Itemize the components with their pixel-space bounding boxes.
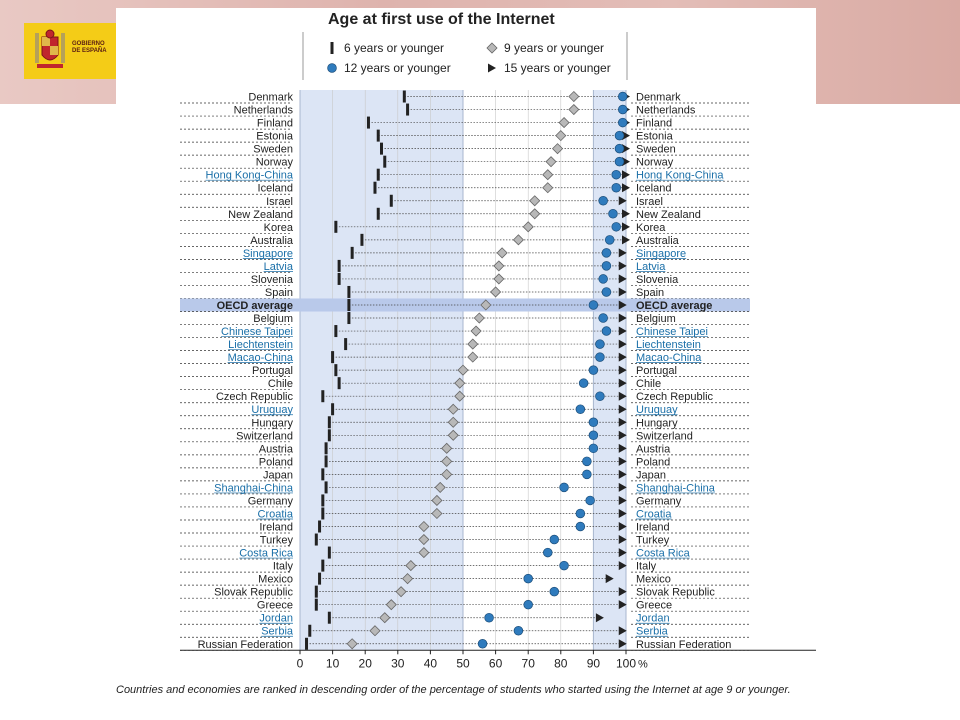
point-6-years-or-younger xyxy=(377,130,380,142)
country-label-left: Slovak Republic xyxy=(214,586,293,599)
row-netherlands xyxy=(180,104,750,117)
country-label-left: OECD average xyxy=(216,299,293,312)
point-6-years-or-younger xyxy=(328,612,331,624)
point-9-years-or-younger xyxy=(497,248,507,258)
country-label-left: Chile xyxy=(267,378,293,391)
logo-line1: GOBIERNO xyxy=(72,41,105,47)
row-russian-federation xyxy=(180,638,750,651)
country-label-right: Austria xyxy=(636,443,671,456)
legend-marker-15-years-or-younger xyxy=(488,64,496,73)
country-label-right: Korea xyxy=(636,221,666,234)
legend-label-12-years-or-younger: 12 years or younger xyxy=(344,61,451,75)
country-label-right: Turkey xyxy=(636,534,670,547)
point-12-years-or-younger xyxy=(618,92,627,101)
x-tick-label-80: 80 xyxy=(554,656,568,671)
point-12-years-or-younger xyxy=(543,548,552,557)
chart-title: Age at first use of the Internet xyxy=(328,11,555,28)
row-israel xyxy=(180,195,750,208)
point-12-years-or-younger xyxy=(599,275,608,284)
row-spain xyxy=(180,286,750,299)
row-korea xyxy=(180,221,750,234)
country-label-left: Turkey xyxy=(259,534,293,547)
row-estonia xyxy=(180,130,750,143)
chart-rows xyxy=(180,91,750,651)
row-sweden xyxy=(180,143,750,156)
country-label-right: Slovak Republic xyxy=(636,586,715,599)
legend-marker-6-years-or-younger xyxy=(331,42,334,54)
country-label-right: Hong Kong-China xyxy=(636,169,724,182)
point-9-years-or-younger xyxy=(543,170,553,180)
point-6-years-or-younger xyxy=(315,599,318,611)
country-label-left: Japan xyxy=(263,469,293,482)
row-hong-kong-china xyxy=(180,169,750,182)
chart-legend xyxy=(328,41,611,75)
country-label-left: Macao-China xyxy=(227,352,293,365)
point-6-years-or-younger xyxy=(334,221,337,233)
point-6-years-or-younger xyxy=(331,403,334,415)
point-6-years-or-younger xyxy=(347,299,350,311)
point-12-years-or-younger xyxy=(485,613,494,622)
point-12-years-or-younger xyxy=(602,248,611,257)
country-label-left: Belgium xyxy=(253,313,293,326)
x-tick-label-100: 100 xyxy=(615,656,637,671)
country-label-left: Austria xyxy=(258,443,293,456)
point-12-years-or-younger xyxy=(618,105,627,114)
country-label-left: Netherlands xyxy=(233,104,293,117)
x-unit-label: % xyxy=(638,658,648,671)
point-6-years-or-younger xyxy=(328,547,331,559)
row-croatia xyxy=(180,507,750,520)
point-6-years-or-younger xyxy=(367,117,370,129)
point-6-years-or-younger xyxy=(315,586,318,598)
point-12-years-or-younger xyxy=(576,522,585,531)
country-label-left: Germany xyxy=(247,495,293,508)
internet-age-chart xyxy=(116,8,816,680)
x-tick-label-90: 90 xyxy=(586,656,601,671)
country-label-right: Iceland xyxy=(636,182,672,195)
country-label-left: Liechtenstein xyxy=(228,339,293,352)
point-6-years-or-younger xyxy=(321,507,324,519)
country-label-left: Spain xyxy=(264,286,293,299)
country-label-right: Latvia xyxy=(636,260,666,273)
row-shanghai-china xyxy=(180,481,750,494)
point-12-years-or-younger xyxy=(596,392,605,401)
country-label-right: Croatia xyxy=(636,508,672,521)
country-label-left: Australia xyxy=(250,234,293,247)
point-12-years-or-younger xyxy=(602,288,611,297)
point-6-years-or-younger xyxy=(390,195,393,207)
country-label-left: Uruguay xyxy=(251,404,293,417)
point-9-years-or-younger xyxy=(523,222,533,232)
row-greece xyxy=(180,599,750,612)
country-label-left: Iceland xyxy=(257,182,293,195)
point-12-years-or-younger xyxy=(596,340,605,349)
x-tick-label-40: 40 xyxy=(423,656,438,671)
country-label-left: Portugal xyxy=(252,365,293,378)
point-6-years-or-younger xyxy=(347,312,350,324)
point-12-years-or-younger xyxy=(560,561,569,570)
country-label-right: Greece xyxy=(636,599,673,612)
country-label-left: Israel xyxy=(266,195,293,208)
legend-marker-9-years-or-younger xyxy=(487,43,497,53)
legend-marker-12-years-or-younger xyxy=(328,64,337,73)
point-12-years-or-younger xyxy=(589,301,598,310)
country-label-right: Chile xyxy=(636,378,662,391)
row-iceland xyxy=(180,182,750,195)
point-12-years-or-younger xyxy=(582,457,591,466)
country-label-right: Sweden xyxy=(636,143,676,156)
point-12-years-or-younger xyxy=(524,600,533,609)
point-6-years-or-younger xyxy=(360,234,363,246)
country-label-left: New Zealand xyxy=(228,208,293,221)
point-9-years-or-younger xyxy=(468,352,478,362)
row-portugal xyxy=(180,364,750,377)
country-label-left: Hong Kong-China xyxy=(205,169,293,182)
row-switzerland xyxy=(180,429,750,442)
country-label-left: Italy xyxy=(272,560,293,573)
legend-label-15-years-or-younger: 15 years or younger xyxy=(504,61,611,75)
country-label-left: Singapore xyxy=(242,247,293,260)
point-6-years-or-younger xyxy=(325,481,328,493)
point-12-years-or-younger xyxy=(599,314,608,323)
country-label-left: Russian Federation xyxy=(197,638,293,651)
point-9-years-or-younger xyxy=(569,92,579,102)
chart-panel xyxy=(116,8,816,720)
x-tick-label-60: 60 xyxy=(488,656,503,671)
country-label-right: Switzerland xyxy=(636,430,693,443)
point-6-years-or-younger xyxy=(377,208,380,220)
legend-label-6-years-or-younger: 6 years or younger xyxy=(344,41,445,55)
country-label-right: Liechtenstein xyxy=(636,339,701,352)
row-new-zealand xyxy=(180,208,750,221)
country-label-right: Italy xyxy=(636,560,657,573)
point-6-years-or-younger xyxy=(338,273,341,285)
point-6-years-or-younger xyxy=(325,455,328,467)
point-6-years-or-younger xyxy=(321,390,324,402)
point-6-years-or-younger xyxy=(315,534,318,546)
country-label-right: Chinese Taipei xyxy=(636,326,708,339)
country-label-left: Latvia xyxy=(263,260,293,273)
point-9-years-or-younger xyxy=(471,326,481,336)
point-12-years-or-younger xyxy=(514,626,523,635)
row-singapore xyxy=(180,247,750,260)
country-label-right: Spain xyxy=(636,286,665,299)
row-serbia xyxy=(180,625,750,638)
country-label-right: Czech Republic xyxy=(636,391,714,404)
row-slovenia xyxy=(180,273,750,286)
point-6-years-or-younger xyxy=(321,560,324,572)
country-label-left: Sweden xyxy=(253,143,293,156)
country-label-right: Costa Rica xyxy=(636,547,690,560)
row-australia xyxy=(180,234,750,247)
country-label-right: Germany xyxy=(636,495,682,508)
point-12-years-or-younger xyxy=(582,470,591,479)
point-6-years-or-younger xyxy=(334,364,337,376)
country-label-left: Czech Republic xyxy=(215,391,293,404)
row-liechtenstein xyxy=(180,338,750,351)
country-label-left: Hungary xyxy=(251,417,293,430)
country-label-right: OECD average xyxy=(636,299,713,312)
point-12-years-or-younger xyxy=(524,574,533,583)
country-label-left: Estonia xyxy=(256,130,293,143)
x-tick-label-70: 70 xyxy=(521,656,535,671)
row-ireland xyxy=(180,521,750,534)
country-label-right: Mexico xyxy=(636,573,671,586)
point-6-years-or-younger xyxy=(318,521,321,533)
point-12-years-or-younger xyxy=(602,327,611,336)
row-belgium xyxy=(180,312,750,325)
row-poland xyxy=(180,455,750,468)
point-12-years-or-younger xyxy=(612,183,621,192)
point-6-years-or-younger xyxy=(305,638,308,650)
point-12-years-or-younger xyxy=(615,131,624,140)
row-chinese-taipei xyxy=(180,325,750,338)
point-9-years-or-younger xyxy=(513,235,523,245)
government-logo xyxy=(24,23,116,79)
point-6-years-or-younger xyxy=(347,286,350,298)
point-6-years-or-younger xyxy=(338,260,341,272)
country-label-left: Korea xyxy=(263,221,293,234)
logo-line2: DE ESPAÑA xyxy=(72,48,107,54)
point-6-years-or-younger xyxy=(380,143,383,155)
point-9-years-or-younger xyxy=(530,196,540,206)
country-label-right: Netherlands xyxy=(636,104,696,117)
point-6-years-or-younger xyxy=(383,156,386,168)
point-12-years-or-younger xyxy=(589,444,598,453)
point-9-years-or-younger xyxy=(546,157,556,167)
row-jordan xyxy=(180,612,750,625)
country-label-left: Jordan xyxy=(259,612,293,625)
country-label-right: Macao-China xyxy=(636,352,702,365)
footnote: Countries and economies are ranked in descending order of the percentage of students who started using the Internet at age 9 or younger. xyxy=(116,684,791,696)
x-tick-label-30: 30 xyxy=(391,656,405,671)
point-12-years-or-younger xyxy=(589,418,598,427)
point-12-years-or-younger xyxy=(586,496,595,505)
point-12-years-or-younger xyxy=(589,431,598,440)
country-label-right: Hungary xyxy=(636,417,678,430)
country-label-left: Poland xyxy=(258,456,293,469)
country-label-right: Denmark xyxy=(636,91,681,104)
point-6-years-or-younger xyxy=(318,573,321,585)
country-label-right: Uruguay xyxy=(636,404,678,417)
country-label-right: Japan xyxy=(636,469,666,482)
point-6-years-or-younger xyxy=(331,351,334,363)
country-label-right: Norway xyxy=(636,156,674,169)
point-6-years-or-younger xyxy=(377,169,380,181)
country-label-right: Estonia xyxy=(636,130,673,143)
point-6-years-or-younger xyxy=(406,104,409,116)
x-tick-label-50: 50 xyxy=(456,656,470,671)
country-label-right: Jordan xyxy=(636,612,670,625)
country-label-right: Slovenia xyxy=(636,273,679,286)
row-costa-rica xyxy=(180,547,750,560)
point-12-years-or-younger xyxy=(612,170,621,179)
point-12-years-or-younger xyxy=(478,639,487,648)
country-label-right: Serbia xyxy=(636,625,668,638)
point-12-years-or-younger xyxy=(599,196,608,205)
country-label-right: Finland xyxy=(636,117,673,130)
country-label-left: Croatia xyxy=(257,508,293,521)
point-6-years-or-younger xyxy=(344,338,347,350)
country-label-left: Chinese Taipei xyxy=(221,326,293,339)
row-czech-republic xyxy=(180,390,750,403)
country-label-right: Poland xyxy=(636,456,671,469)
point-9-years-or-younger xyxy=(474,313,484,323)
country-label-left: Greece xyxy=(256,599,293,612)
row-denmark xyxy=(180,91,750,104)
point-12-years-or-younger xyxy=(618,118,627,127)
country-label-left: Mexico xyxy=(258,573,293,586)
row-mexico xyxy=(180,573,750,586)
country-label-left: Slovenia xyxy=(250,273,293,286)
point-12-years-or-younger xyxy=(576,509,585,518)
point-6-years-or-younger xyxy=(328,416,331,428)
row-italy xyxy=(180,560,750,573)
row-turkey xyxy=(180,534,750,547)
country-label-right: New Zealand xyxy=(636,208,701,221)
point-9-years-or-younger xyxy=(569,105,579,115)
point-12-years-or-younger xyxy=(550,535,559,544)
point-12-years-or-younger xyxy=(602,262,611,271)
country-label-right: Portugal xyxy=(636,365,677,378)
country-label-left: Serbia xyxy=(261,625,293,638)
point-12-years-or-younger xyxy=(589,366,598,375)
country-label-left: Norway xyxy=(255,156,293,169)
country-label-right: Russian Federation xyxy=(636,638,732,651)
point-12-years-or-younger xyxy=(615,157,624,166)
point-6-years-or-younger xyxy=(321,468,324,480)
point-12-years-or-younger xyxy=(615,144,624,153)
point-6-years-or-younger xyxy=(351,247,354,259)
country-label-right: Israel xyxy=(636,195,663,208)
country-label-right: Shanghai-China xyxy=(636,482,715,495)
row-uruguay xyxy=(180,403,750,416)
point-6-years-or-younger xyxy=(338,377,341,389)
x-tick-label-10: 10 xyxy=(325,656,340,671)
point-9-years-or-younger xyxy=(530,209,540,219)
x-axis xyxy=(180,650,816,670)
row-japan xyxy=(180,468,750,481)
country-label-right: Belgium xyxy=(636,313,676,326)
row-norway xyxy=(180,156,750,169)
point-12-years-or-younger xyxy=(576,405,585,414)
coat-of-arms-icon xyxy=(33,29,67,73)
logo-text xyxy=(72,41,107,55)
country-label-left: Costa Rica xyxy=(239,547,293,560)
point-6-years-or-younger xyxy=(334,325,337,337)
point-6-years-or-younger xyxy=(403,91,406,103)
country-label-left: Ireland xyxy=(259,521,293,534)
country-label-right: Singapore xyxy=(636,247,687,260)
point-6-years-or-younger xyxy=(373,182,376,194)
row-chile xyxy=(180,377,750,390)
country-label-right: Australia xyxy=(636,234,679,247)
country-label-left: Denmark xyxy=(248,91,293,104)
point-12-years-or-younger xyxy=(605,235,614,244)
point-12-years-or-younger xyxy=(550,587,559,596)
point-12-years-or-younger xyxy=(609,209,618,218)
row-oecd-average xyxy=(180,298,750,312)
x-tick-label-20: 20 xyxy=(358,656,372,671)
country-label-right: Ireland xyxy=(636,521,670,534)
point-6-years-or-younger xyxy=(325,442,328,454)
point-12-years-or-younger xyxy=(560,483,569,492)
point-6-years-or-younger xyxy=(328,429,331,441)
row-macao-china xyxy=(180,351,750,364)
country-label-left: Switzerland xyxy=(236,430,293,443)
x-tick-label-0: 0 xyxy=(296,656,304,671)
row-hungary xyxy=(180,416,750,429)
point-6-years-or-younger xyxy=(308,625,311,637)
row-austria xyxy=(180,442,750,455)
row-finland xyxy=(180,117,750,130)
point-6-years-or-younger xyxy=(321,494,324,506)
country-label-left: Shanghai-China xyxy=(214,482,293,495)
point-12-years-or-younger xyxy=(612,222,621,231)
row-germany xyxy=(180,494,750,507)
row-latvia xyxy=(180,260,750,273)
point-9-years-or-younger xyxy=(468,339,478,349)
point-12-years-or-younger xyxy=(579,379,588,388)
point-9-years-or-younger xyxy=(491,287,501,297)
point-9-years-or-younger xyxy=(556,131,566,141)
row-slovak-republic xyxy=(180,586,750,599)
point-9-years-or-younger xyxy=(543,183,553,193)
legend-label-9-years-or-younger: 9 years or younger xyxy=(504,41,605,55)
country-label-left: Finland xyxy=(256,117,293,130)
point-12-years-or-younger xyxy=(596,353,605,362)
